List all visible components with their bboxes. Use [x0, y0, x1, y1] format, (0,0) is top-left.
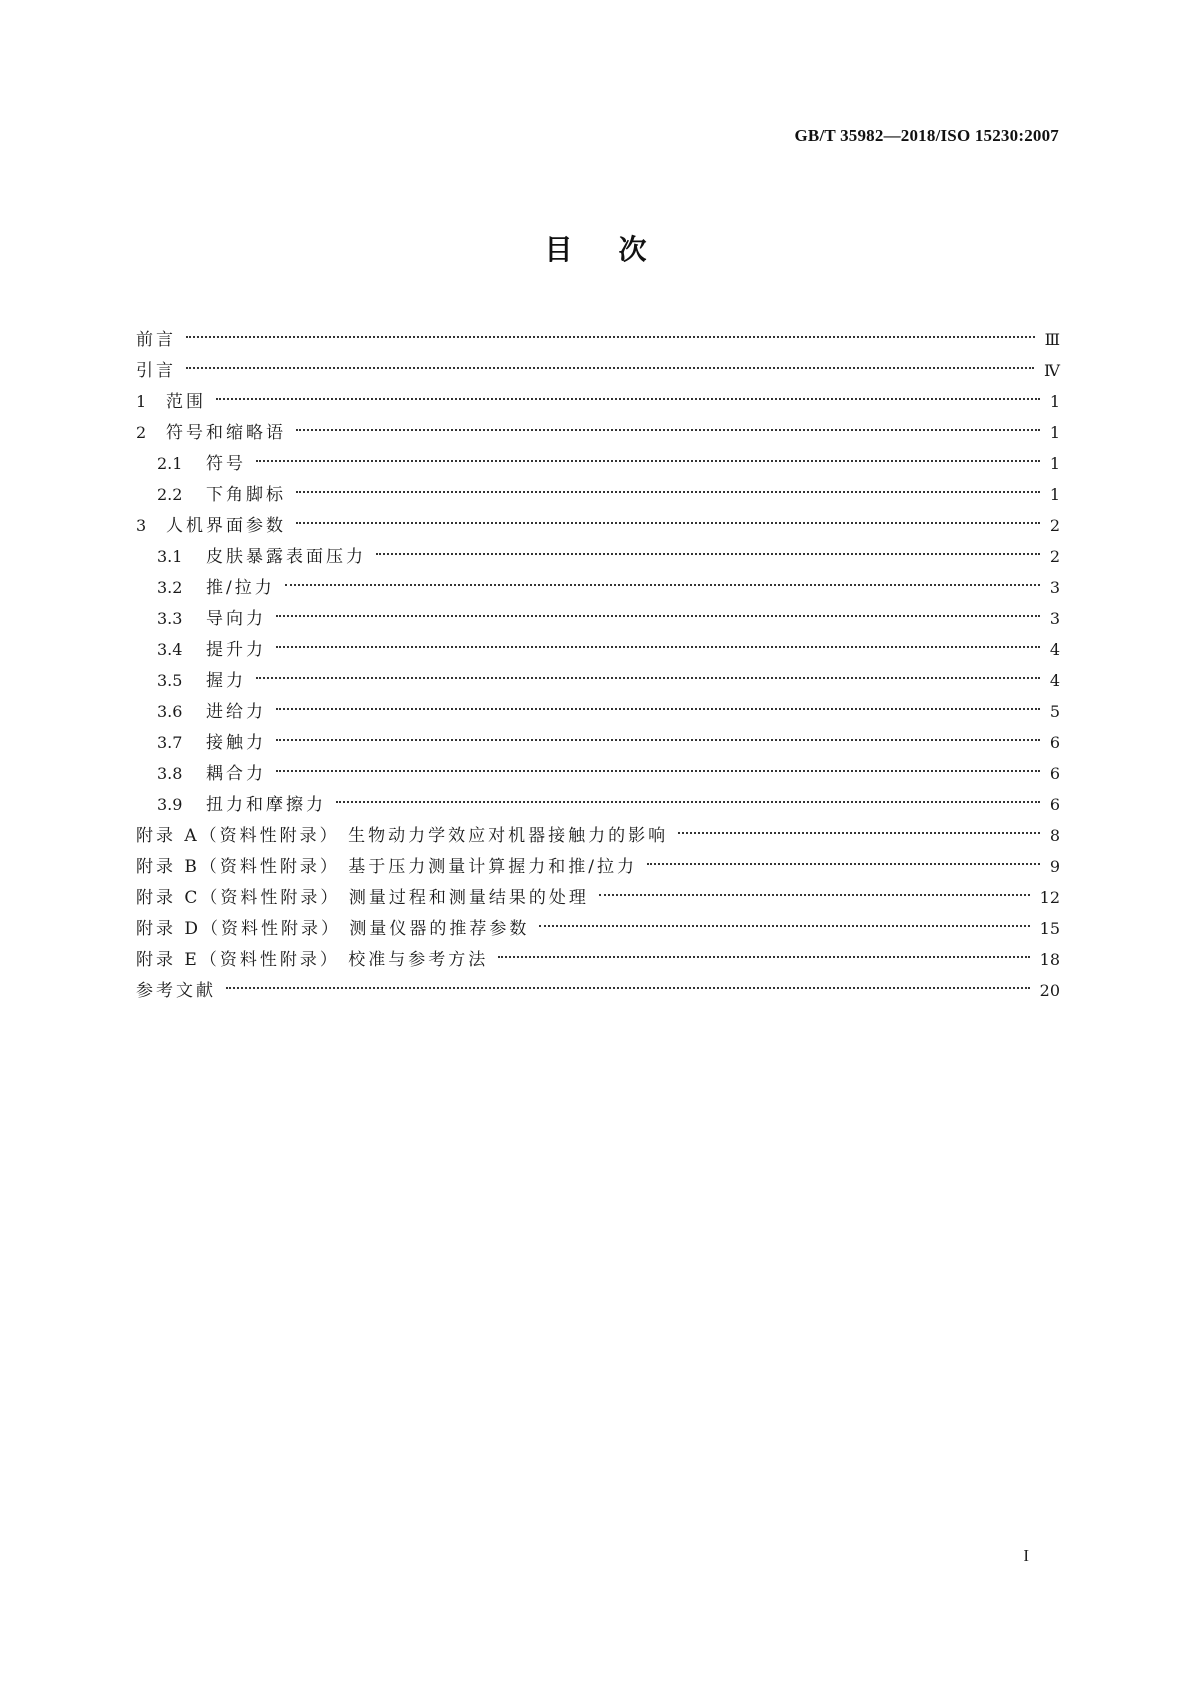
- toc-leader-dots: [647, 863, 1040, 865]
- toc-entry-number: 3.5: [157, 671, 183, 690]
- toc-entry[interactable]: [136, 851, 1060, 882]
- toc-entry[interactable]: [136, 696, 1060, 727]
- toc-entry[interactable]: [136, 758, 1060, 789]
- toc-entry[interactable]: [136, 665, 1060, 696]
- toc-entry[interactable]: [136, 634, 1060, 665]
- toc-entry-label: 握力: [206, 671, 246, 691]
- toc-entry-number: 3.1: [157, 547, 183, 566]
- toc-leader-dots: [226, 987, 1030, 989]
- toc-entry-label: 附录 B（资料性附录） 基于压力测量计算握力和推/拉力: [136, 857, 638, 877]
- toc-entry-number: 3.4: [157, 640, 183, 659]
- toc-entry-page: Ⅲ: [1044, 330, 1060, 349]
- toc-entry-page: 1: [1049, 454, 1060, 473]
- toc-leader-dots: [276, 615, 1040, 617]
- toc-entry[interactable]: [136, 541, 1060, 572]
- toc-entry-label: 范围: [166, 392, 206, 412]
- toc-entry-page: 12: [1039, 888, 1060, 907]
- table-of-contents: [136, 324, 1060, 1006]
- toc-entry[interactable]: [136, 479, 1060, 510]
- toc-entry-number: 2.1: [157, 454, 183, 473]
- toc-leader-dots: [276, 770, 1040, 772]
- toc-entry-page: 1: [1049, 485, 1060, 504]
- toc-entry-label: 进给力: [206, 702, 266, 722]
- toc-entry-page: 15: [1039, 919, 1060, 938]
- toc-entry[interactable]: [136, 975, 1060, 1006]
- toc-entry[interactable]: [136, 355, 1060, 386]
- toc-entry-number: 3.9: [157, 795, 183, 814]
- toc-leader-dots: [336, 801, 1040, 803]
- toc-entry[interactable]: [136, 417, 1060, 448]
- toc-leader-dots: [276, 739, 1040, 741]
- toc-entry[interactable]: [136, 820, 1060, 851]
- toc-entry-page: 9: [1049, 857, 1060, 876]
- toc-entry-label: 附录 E（资料性附录） 校准与参考方法: [136, 950, 489, 970]
- toc-leader-dots: [599, 894, 1030, 896]
- toc-leader-dots: [285, 584, 1040, 586]
- toc-entry[interactable]: [136, 510, 1060, 541]
- toc-leader-dots: [296, 491, 1040, 493]
- toc-leader-dots: [276, 646, 1040, 648]
- title-part-1: 目: [544, 233, 573, 266]
- toc-entry-page: 2: [1049, 547, 1060, 566]
- page-number: I: [1023, 1546, 1029, 1565]
- toc-entry-label: 附录 D（资料性附录） 测量仪器的推荐参数: [136, 919, 530, 939]
- toc-entry-page: 6: [1049, 764, 1060, 783]
- toc-entry-label: 耦合力: [206, 764, 266, 784]
- toc-entry-page: 6: [1049, 733, 1060, 752]
- toc-entry-page: 6: [1049, 795, 1060, 814]
- toc-entry-label: 接触力: [206, 733, 266, 753]
- toc-leader-dots: [539, 925, 1029, 927]
- toc-entry[interactable]: [136, 324, 1060, 355]
- toc-entry[interactable]: [136, 944, 1060, 975]
- toc-entry-number: 1: [136, 392, 147, 411]
- title-part-2: 次: [618, 233, 647, 266]
- toc-entry-number: 3.2: [157, 578, 183, 597]
- toc-entry-label: 人机界面参数: [166, 516, 286, 536]
- toc-entry-number: 3.6: [157, 702, 183, 721]
- toc-leader-dots: [498, 956, 1029, 958]
- toc-entry-label: 下角脚标: [206, 485, 286, 505]
- toc-entry[interactable]: [136, 727, 1060, 758]
- toc-entry-number: 2: [136, 423, 147, 442]
- toc-leader-dots: [256, 460, 1040, 462]
- toc-entry-label: 附录 C（资料性附录） 测量过程和测量结果的处理: [136, 888, 589, 908]
- toc-leader-dots: [216, 398, 1040, 400]
- toc-entry-label: 符号和缩略语: [166, 423, 286, 443]
- toc-entry-label: 扭力和摩擦力: [206, 795, 326, 815]
- toc-entry[interactable]: [136, 386, 1060, 417]
- toc-entry[interactable]: [136, 913, 1060, 944]
- toc-entry-number: 3: [136, 516, 147, 535]
- toc-entry-label: 符号: [206, 454, 246, 474]
- toc-entry-number: 3.3: [157, 609, 183, 628]
- toc-entry[interactable]: [136, 789, 1060, 820]
- toc-entry-page: Ⅳ: [1044, 361, 1060, 380]
- toc-entry-page: 5: [1049, 702, 1060, 721]
- toc-leader-dots: [296, 429, 1040, 431]
- toc-entry-number: 3.8: [157, 764, 183, 783]
- toc-entry-page: 3: [1049, 578, 1060, 597]
- toc-entry-page: 1: [1049, 392, 1060, 411]
- toc-leader-dots: [186, 336, 1035, 338]
- toc-leader-dots: [296, 522, 1040, 524]
- standard-number: GB/T 35982—2018/ISO 15230:2007: [794, 126, 1059, 145]
- toc-entry[interactable]: [136, 882, 1060, 913]
- toc-entry-page: 20: [1039, 981, 1060, 1000]
- toc-leader-dots: [276, 708, 1040, 710]
- toc-entry-label: 推/拉力: [206, 578, 275, 598]
- toc-entry[interactable]: [136, 603, 1060, 634]
- toc-entry-page: 18: [1039, 950, 1060, 969]
- toc-entry-page: 4: [1049, 671, 1060, 690]
- toc-entry-page: 8: [1049, 826, 1060, 845]
- toc-entry-page: 1: [1049, 423, 1060, 442]
- toc-entry-number: 2.2: [157, 485, 183, 504]
- toc-entry-label: 附录 A（资料性附录） 生物动力学效应对机器接触力的影响: [136, 826, 669, 846]
- toc-entry-label: 引言: [136, 361, 176, 381]
- toc-entry-page: 3: [1049, 609, 1060, 628]
- toc-entry-label: 提升力: [206, 640, 266, 660]
- toc-leader-dots: [256, 677, 1040, 679]
- toc-entry-page: 4: [1049, 640, 1060, 659]
- toc-entry-label: 皮肤暴露表面压力: [206, 547, 366, 567]
- toc-entry-page: 2: [1049, 516, 1060, 535]
- toc-entry-label: 导向力: [206, 609, 266, 629]
- toc-leader-dots: [678, 832, 1040, 834]
- toc-entry-label: 前言: [136, 330, 176, 350]
- toc-leader-dots: [186, 367, 1034, 369]
- toc-entry[interactable]: [136, 572, 1060, 603]
- toc-entry[interactable]: [136, 448, 1060, 479]
- toc-entry-label: 参考文献: [136, 981, 216, 1001]
- page-title: [0, 228, 1191, 268]
- toc-entry-number: 3.7: [157, 733, 183, 752]
- toc-leader-dots: [376, 553, 1040, 555]
